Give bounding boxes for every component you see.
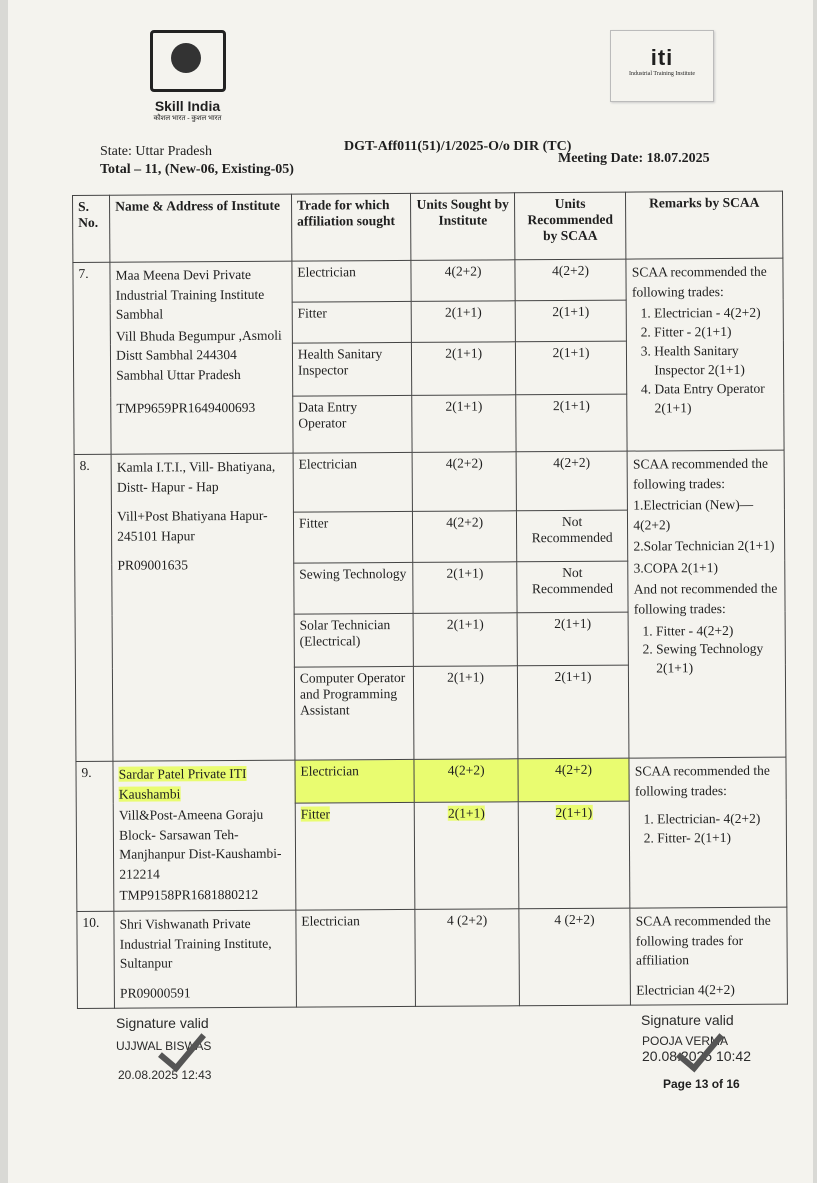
row8-rec-5: 2(1+1) (517, 665, 629, 759)
row10-remark-line: Electrician 4(2+2) (636, 981, 735, 998)
row7-trade-1: Electrician (292, 260, 412, 302)
row8-sought-5: 2(1+1) (414, 666, 518, 760)
row7-inst-code: TMP9659PR1649400693 (116, 400, 256, 417)
skill-india-tagline: कौशल भारत - कुशल भारत (153, 114, 222, 122)
row8-institute (111, 453, 295, 761)
state-line: State: Uttar Pradesh (100, 144, 212, 159)
header-institute: Name & Address of Institute (110, 194, 292, 262)
row10-inst-name: Shri Vishwanath Private Industrial Training Institute, Sultanpur (119, 915, 272, 971)
row7-remark-item: 1. Electrician - 4(2+2) (654, 304, 778, 324)
right-signer-name: POOJA VERMA (642, 1034, 729, 1048)
affiliation-table (72, 191, 788, 1010)
row8-rec-3: Not Recommended (517, 561, 629, 613)
row8-rec-2: Not Recommended (516, 510, 628, 562)
meeting-date: Meeting Date: 18.07.2025 (558, 151, 710, 166)
header-sn: S. No. (73, 195, 111, 262)
row7-inst-name: Maa Meena Devi Private Industrial Training Institute Sambhal (115, 266, 265, 322)
row9-trade-2: Fitter (300, 806, 331, 822)
row8-sn: 8. (74, 454, 113, 761)
row9-rec-2-cell (518, 801, 630, 909)
row8-sought-2: 4(2+2) (413, 511, 517, 563)
row9-inst-address: Vill&Post-Ameena Goraju Block- Sarsawan Teh-Manjhanpur Dist-Kaushambi-212214 (118, 806, 282, 882)
total-line: Total – 11, (New-06, Existing-05) (100, 162, 294, 177)
row8-trade-1: Electrician (293, 452, 413, 512)
row9-rec-1: 4(2+2) (518, 758, 630, 801)
row8-remark-item: 2. Sewing Technology 2(1+1) (656, 640, 780, 679)
row7-remarks-intro: SCAA recommended the following trades: (631, 263, 767, 300)
row7-rec-3: 2(1+1) (515, 341, 627, 395)
row7-trade-2: Fitter (292, 301, 412, 343)
header-recommended: Units Recommended by SCAA (514, 192, 626, 260)
document-page (8, 0, 813, 1183)
row8-trade-2: Fitter (293, 511, 413, 563)
row9-inst-code: TMP9158PR1681880212 (119, 887, 259, 904)
row7-rec-2: 2(1+1) (515, 300, 627, 342)
row8-remark-item: 1. Fitter - 4(2+2) (656, 621, 780, 641)
row8-remark-line: 1.Electrician (New)— 4(2+2) (633, 496, 754, 533)
table-row (77, 907, 788, 1009)
skill-india-logo (140, 30, 235, 123)
left-signer-name: UJJWAL BISWAS (116, 1039, 212, 1053)
iti-mark: iti (650, 45, 674, 70)
header-trade: Trade for which affiliation sought (291, 193, 411, 261)
row7-inst-address: Vill Bhuda Begumpur ,Asmoli Distt Sambhal 244304 Sambhal Uttar Pradesh (115, 327, 282, 383)
row7-remark-item: 2. Fitter - 2(1+1) (654, 323, 778, 343)
row9-trade-2-cell (295, 802, 415, 910)
row10-sn: 10. (77, 911, 115, 1008)
left-signature-label: Signature valid (116, 1015, 209, 1031)
skill-india-emblem-icon (150, 30, 226, 92)
row7-rec-1: 4(2+2) (515, 259, 627, 301)
row10-inst-code: PR09000591 (119, 984, 191, 1001)
row8-remark-line: 2.Solar Technician 2(1+1) (633, 537, 775, 554)
row8-trade-5: Computer Operator and Programming Assistant (294, 666, 414, 760)
left-signature-time: 20.08.2025 12:43 (118, 1068, 212, 1082)
row7-sought-3: 2(1+1) (412, 342, 516, 396)
row8-remark-line: 3.COPA 2(1+1) (633, 559, 719, 576)
row9-sought-2: 2(1+1) (447, 805, 485, 821)
iti-logo (610, 30, 714, 102)
row9-rec-2: 2(1+1) (555, 804, 593, 820)
table-row (76, 757, 786, 804)
row9-institute (113, 760, 296, 911)
iti-subtitle: Industrial Training Institute (629, 71, 695, 77)
row8-inst-code: PR09001635 (117, 557, 188, 573)
skill-india-name: Skill India (154, 98, 221, 114)
row8-sought-3: 2(1+1) (413, 562, 517, 614)
row9-inst-name: Sardar Patel Private ITI Kaushambi (118, 765, 247, 802)
row7-sought-1: 4(2+2) (411, 260, 515, 302)
row8-rec-4: 2(1+1) (517, 612, 629, 666)
row9-remarks (629, 757, 787, 908)
row10-trade: Electrician (296, 909, 416, 1007)
row8-trade-4: Solar Technician (Electrical) (294, 613, 414, 667)
row7-institute (110, 261, 293, 454)
row7-sought-2: 2(1+1) (412, 301, 516, 343)
row10-remarks (630, 907, 787, 1005)
row8-rec-1: 4(2+2) (516, 451, 628, 511)
row10-institute (114, 910, 296, 1008)
row8-sought-4: 2(1+1) (413, 613, 517, 667)
row8-remark-line: And not recommended the following trades: (633, 581, 778, 617)
row9-remark-item: 1. Electrician- 4(2+2) (657, 810, 781, 830)
row7-remark-item: 3. Health Sanitary Inspector 2(1+1) (654, 342, 778, 381)
row7-remark-item: 4. Data Entry Operator 2(1+1) (654, 379, 778, 418)
reference-number: DGT-Aff011(51)/1/2025-O/o DIR (TC) (344, 139, 572, 154)
row10-rec: 4 (2+2) (519, 908, 631, 1006)
header-remarks: Remarks by SCAA (626, 191, 783, 259)
row9-sought-1: 4(2+2) (414, 759, 518, 802)
row10-sought: 4 (2+2) (415, 909, 519, 1007)
row8-inst-address: Vill+Post Bhatiyana Hapur-245101 Hapur (117, 507, 268, 544)
table-header-row (73, 191, 783, 262)
row10-remark-line: SCAA recommended the following trades for affiliation (635, 912, 771, 968)
row8-trade-3: Sewing Technology (294, 562, 414, 614)
table-row (73, 258, 783, 303)
row8-remark-line: SCAA recommended the following trades: (632, 455, 768, 492)
row9-remarks-intro: SCAA recommended the following trades: (634, 762, 770, 799)
right-signature-label: Signature valid (641, 1012, 734, 1028)
row9-sought-2-cell (415, 801, 519, 909)
row7-sought-4: 2(1+1) (412, 395, 516, 453)
row9-sn: 9. (76, 761, 114, 911)
right-signature-time: 20.08.2025 10:42 (642, 1048, 751, 1064)
row8-remarks (627, 450, 786, 758)
row7-trade-3: Health Sanitary Inspector (292, 342, 412, 396)
header-sought: Units Sought by Institute (411, 193, 515, 261)
row8-inst-name: Kamla I.T.I., Vill- Bhatiyana, Distt- Hapur - Hap (116, 458, 276, 495)
table-row (74, 450, 784, 513)
row7-sn: 7. (73, 262, 111, 454)
page-number: Page 13 of 16 (663, 1077, 740, 1091)
row7-rec-4: 2(1+1) (516, 394, 628, 452)
row7-trade-4: Data Entry Operator (293, 395, 413, 453)
row9-remark-item: 2. Fitter- 2(1+1) (657, 829, 781, 849)
row9-trade-1: Electrician (295, 759, 415, 802)
row7-remarks (626, 258, 784, 451)
row8-sought-1: 4(2+2) (413, 452, 517, 512)
